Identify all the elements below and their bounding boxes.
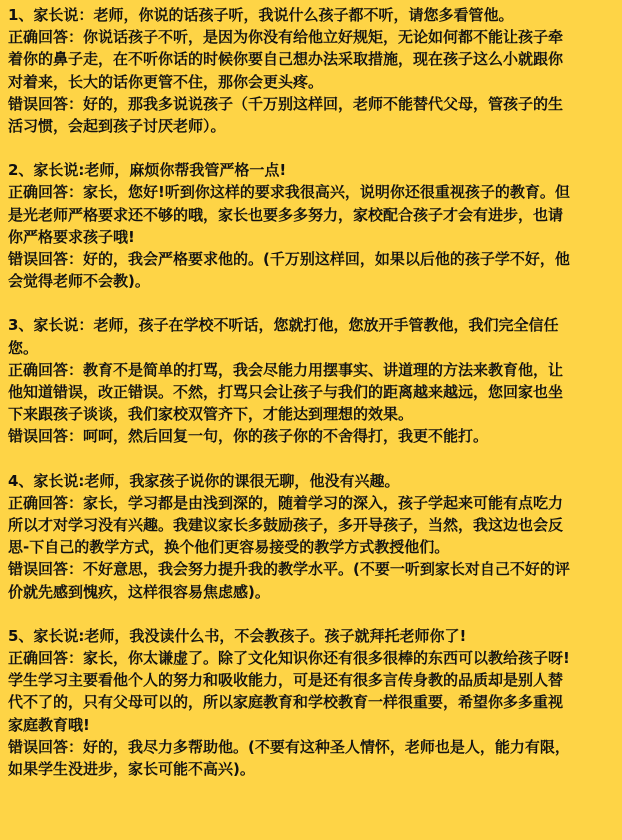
answer-line: 错误回答：好的，那我多说说孩子（千万别这样回，老师不能替代父母，管孩子的生: [8, 94, 564, 113]
answer-line: 家庭教育哦!: [8, 715, 90, 734]
answer-line: 错误回答：呵呵，然后回复一句，你的孩子你的不舍得打，我更不能打。: [8, 427, 489, 446]
question-line: 4、家长说:老师，我家孩子说你的课很无聊，他没有兴趣。: [8, 471, 400, 490]
answer-line: 他知道错误，改正错误。不然，打骂只会让孩子与我们的距离越来越远，您回家也坐: [8, 383, 564, 402]
answer-line: 活习惯，会起到孩子讨厌老师）。: [8, 117, 226, 136]
answer-line: 错误回答：好的，我会严格要求他的。(千万别这样回，如果以后他的孩子学不好，他: [8, 250, 570, 269]
answer-line: 对着来，长大的话你更管不住，那你会更头疼。: [8, 72, 324, 91]
answer-line: 正确回答：家长，学习都是由浅到深的，随着学习的深入，孩子学起来可能有点吃力: [8, 493, 564, 512]
answer-line: 思-下自己的教学方式，换个他们更容易接受的教学方式教授他们。: [8, 538, 450, 557]
answer-line: 错误回答：好的，我尽力多帮助他。(不要有这种圣人情怀，老师也是人，能力有限，: [8, 737, 570, 756]
answer-line: 正确回答：你说话孩子不听，是因为你没有给他立好规矩，无论如何都不能让孩子牵: [8, 28, 564, 47]
answer-line: 学生学习主要看他个人的努力和吸收能力，可是还有很多言传身教的品质却是别人替: [8, 671, 564, 690]
answer-line: 价就先感到愧疚，这样很容易焦虑感)。: [8, 582, 270, 601]
answer-line: 是光老师严格要求还不够的哦，家长也要多多努力，家校配合孩子才会有进步，也请: [8, 205, 564, 224]
question-line: 2、家长说:老师，麻烦你帮我管严格一点!: [8, 161, 287, 180]
answer-line: 错误回答：不好意思，我会努力提升我的教学水平。(不要一听到家长对自己不好的评: [8, 560, 570, 579]
qa-section-4: [8, 470, 612, 603]
answer-line: 会觉得老师不会教)。: [8, 272, 150, 291]
qa-section-5: [8, 625, 612, 780]
answer-line: 着你的鼻子走，在不听你话的时候你要自己想办法采取措施，现在孩子这么小就跟你: [8, 50, 564, 69]
answer-line: 正确回答：教育不是简单的打骂，我会尽能力用摆事实、讲道理的方法来教育他，让: [8, 360, 564, 379]
answer-line: 代不了的，只有父母可以的，所以家庭教育和学校教育一样很重要，希望你多多重视: [8, 693, 564, 712]
qa-section-2: [8, 159, 612, 292]
answer-line: 正确回答：家长，你太谦虚了。除了文化知识你还有很多很棒的东西可以教给孩子呀!: [8, 649, 570, 668]
qa-section-3: [8, 314, 612, 447]
answer-line: 您。: [8, 338, 39, 357]
question-line: 5、家长说:老师，我没读什么书，不会教孩子。孩子就拜托老师你了!: [8, 626, 467, 645]
answer-line: 正确回答：家长，您好!听到你这样的要求我很高兴，说明你还很重视孩子的教育。但: [8, 183, 570, 202]
answer-line: 你严格要求孩子哦!: [8, 227, 135, 246]
qa-section-1: [8, 4, 612, 137]
question-line: 3、家长说：老师，孩子在学校不听话，您就打他，您放开手管教他，我们完全信任: [8, 316, 559, 335]
answer-line: 所以才对学习没有兴趣。我建议家长多鼓励孩子，多开导孩子，当然，我这边也会反: [8, 516, 564, 535]
question-line: 1、家长说：老师，你说的话孩子听，我说什么孩子都不听，请您多看管他。: [8, 6, 514, 24]
answer-line: 下来跟孩子谈谈，我们家校双管齐下，才能达到理想的效果。: [8, 405, 414, 424]
answer-line: 如果学生没进步，家长可能不高兴)。: [8, 760, 255, 779]
